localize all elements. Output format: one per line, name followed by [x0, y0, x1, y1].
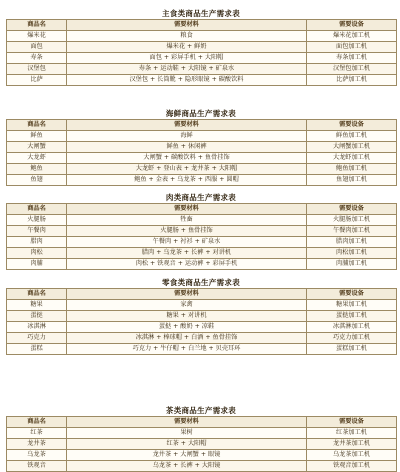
requirement-table: [6, 288, 397, 355]
column-header: 需要材料: [67, 120, 307, 131]
equipment-cell: 肉脯加工机: [307, 259, 397, 270]
table-row: [7, 300, 397, 311]
requirement-table-section: [6, 192, 396, 270]
equipment-cell: 午餐肉加工机: [307, 226, 397, 237]
product-name-cell: 红茶: [7, 428, 67, 439]
equipment-cell: 汉堡包加工机: [307, 64, 397, 75]
column-header: 需要设备: [307, 120, 397, 131]
column-header: 商品名: [7, 417, 67, 428]
requirement-table: [6, 203, 397, 270]
materials-cell: 巧克力 + 牛仔帽 + 白兰地 + 贝壳耳环: [67, 344, 307, 355]
materials-cell: 龙井茶 + 大闸蟹 + 眼镜: [67, 450, 307, 461]
equipment-cell: 肉松加工机: [307, 248, 397, 259]
table-row: [7, 142, 397, 153]
equipment-cell: 龙井茶加工机: [307, 439, 397, 450]
table-row: [7, 226, 397, 237]
requirement-table: [6, 19, 397, 86]
materials-cell: 果树: [67, 428, 307, 439]
materials-cell: 蛋挞 + 酸奶 + 凉鞋: [67, 322, 307, 333]
table-row: [7, 333, 397, 344]
product-name-cell: 汉堡包: [7, 64, 67, 75]
product-name-cell: 寿条: [7, 53, 67, 64]
table-header-row: [7, 289, 397, 300]
product-name-cell: 腊肉: [7, 237, 67, 248]
materials-cell: 大龙虾 + 登山表 + 龙井茶 + 大阳帽: [67, 164, 307, 175]
materials-cell: 午餐肉 + 衬衫 + 矿泉水: [67, 237, 307, 248]
column-header: 需要材料: [67, 417, 307, 428]
equipment-cell: 蛋糕加工机: [307, 344, 397, 355]
product-name-cell: 午餐肉: [7, 226, 67, 237]
requirement-table-section: [6, 108, 396, 186]
product-name-cell: 乌龙茶: [7, 450, 67, 461]
table-title: 海鲜商品生产需求表: [165, 109, 237, 118]
table-header-row: [7, 120, 397, 131]
table-header-row: [7, 20, 397, 31]
product-name-cell: 肉松: [7, 248, 67, 259]
product-name-cell: 面包: [7, 42, 67, 53]
requirement-table-section: [6, 8, 396, 86]
equipment-cell: 红茶加工机: [307, 428, 397, 439]
equipment-cell: 大闸蟹加工机: [307, 142, 397, 153]
table-header-row: [7, 417, 397, 428]
product-name-cell: 糖果: [7, 300, 67, 311]
materials-cell: 腊肉 + 乌龙茶 + 长裤 + 对讲机: [67, 248, 307, 259]
column-header: 需要设备: [307, 20, 397, 31]
equipment-cell: 鲍鱼加工机: [307, 164, 397, 175]
product-name-cell: 大闸蟹: [7, 142, 67, 153]
materials-cell: 家禽: [67, 300, 307, 311]
product-name-cell: 龙井茶: [7, 439, 67, 450]
table-row: [7, 131, 397, 142]
equipment-cell: 大龙虾加工机: [307, 153, 397, 164]
column-header: 需要材料: [67, 289, 307, 300]
materials-cell: 火腿肠 + 鱼骨挂饰: [67, 226, 307, 237]
equipment-cell: 腊肉加工机: [307, 237, 397, 248]
column-header: 商品名: [7, 120, 67, 131]
equipment-cell: 火腿肠加工机: [307, 215, 397, 226]
materials-cell: 鲍鱼 + 金表 + 乌龙茶 + 西服 + 圆帽: [67, 175, 307, 186]
product-name-cell: 肉脯: [7, 259, 67, 270]
column-header: 需要设备: [307, 204, 397, 215]
column-header: 需要材料: [67, 204, 307, 215]
requirement-table: [6, 416, 397, 472]
table-row: [7, 439, 397, 450]
table-row: [7, 64, 397, 75]
table-row: [7, 153, 397, 164]
table-row: [7, 461, 397, 472]
table-title: 主食类商品生产需求表: [162, 9, 240, 18]
product-name-cell: 火腿肠: [7, 215, 67, 226]
materials-cell: 乌龙茶 + 长裤 + 大阳镜: [67, 461, 307, 472]
equipment-cell: 蛋挞加工机: [307, 311, 397, 322]
materials-cell: 粮食: [67, 31, 307, 42]
materials-cell: 爆米花 + 鲜奶: [67, 42, 307, 53]
materials-cell: 寿条 + 运动鞋 + 大阳镜 + 矿泉水: [67, 64, 307, 75]
materials-cell: 红茶 + 大阳帽: [67, 439, 307, 450]
equipment-cell: 鱼翅加工机: [307, 175, 397, 186]
equipment-cell: 巧克力加工机: [307, 333, 397, 344]
table-header-row: [7, 204, 397, 215]
materials-cell: 冰淇淋 + 棒球帽 + 白酒 + 鱼骨挂饰: [67, 333, 307, 344]
table-row: [7, 322, 397, 333]
materials-cell: 面包 + 彩屏手机 + 大阳帽: [67, 53, 307, 64]
requirement-table-section: [6, 277, 396, 355]
product-name-cell: 蛋挞: [7, 311, 67, 322]
materials-cell: 大闸蟹 + 碳酸饮料 + 鱼骨挂饰: [67, 153, 307, 164]
product-name-cell: 鲍鱼: [7, 164, 67, 175]
column-header: 商品名: [7, 204, 67, 215]
product-name-cell: 巧克力: [7, 333, 67, 344]
table-title: 肉类商品生产需求表: [165, 193, 237, 202]
column-header: 需要材料: [67, 20, 307, 31]
table-title: 茶类商品生产需求表: [165, 406, 237, 415]
requirement-table: [6, 119, 397, 186]
materials-cell: 肉松 + 铁观音 + 运动裤 + 彩屏手机: [67, 259, 307, 270]
equipment-cell: 爆米花加工机: [307, 31, 397, 42]
product-name-cell: 大龙虾: [7, 153, 67, 164]
materials-cell: 糖果 + 对讲机: [67, 311, 307, 322]
equipment-cell: 鲜鱼加工机: [307, 131, 397, 142]
materials-cell: 鲜鱼 + 休闲裤: [67, 142, 307, 153]
equipment-cell: 乌龙茶加工机: [307, 450, 397, 461]
product-name-cell: 爆米花: [7, 31, 67, 42]
equipment-cell: 冰淇淋加工机: [307, 322, 397, 333]
table-row: [7, 215, 397, 226]
table-row: [7, 344, 397, 355]
equipment-cell: 铁观音加工机: [307, 461, 397, 472]
equipment-cell: 比萨加工机: [307, 75, 397, 86]
equipment-cell: 面包加工机: [307, 42, 397, 53]
materials-cell: 牲畜: [67, 215, 307, 226]
materials-cell: 海鲜: [67, 131, 307, 142]
product-name-cell: 鱼翅: [7, 175, 67, 186]
column-header: 需要设备: [307, 417, 397, 428]
table-row: [7, 237, 397, 248]
table-row: [7, 259, 397, 270]
product-name-cell: 比萨: [7, 75, 67, 86]
equipment-cell: 寿条加工机: [307, 53, 397, 64]
equipment-cell: 糖果加工机: [307, 300, 397, 311]
table-row: [7, 175, 397, 186]
materials-cell: 汉堡包 + 长筒靴 + 隐形眼镜 + 碳酸饮料: [67, 75, 307, 86]
table-title: 零食类商品生产需求表: [162, 278, 240, 287]
requirement-table-section: [6, 405, 396, 472]
product-name-cell: 铁观音: [7, 461, 67, 472]
table-row: [7, 53, 397, 64]
table-row: [7, 450, 397, 461]
table-row: [7, 428, 397, 439]
table-row: [7, 75, 397, 86]
table-row: [7, 42, 397, 53]
column-header: 商品名: [7, 289, 67, 300]
column-header: 商品名: [7, 20, 67, 31]
table-row: [7, 31, 397, 42]
column-header: 需要设备: [307, 289, 397, 300]
product-name-cell: 蛋糕: [7, 344, 67, 355]
table-row: [7, 248, 397, 259]
product-name-cell: 冰淇淋: [7, 322, 67, 333]
product-name-cell: 鲜鱼: [7, 131, 67, 142]
table-row: [7, 311, 397, 322]
table-row: [7, 164, 397, 175]
